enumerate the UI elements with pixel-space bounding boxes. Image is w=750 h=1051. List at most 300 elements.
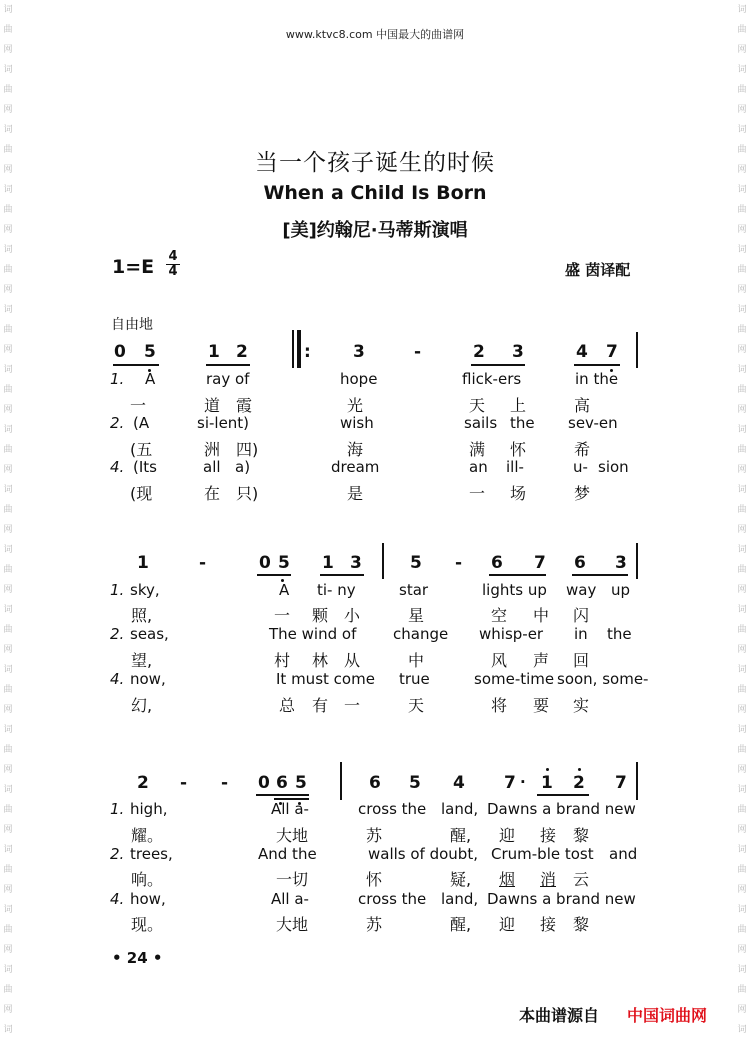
note: 3 xyxy=(512,342,524,362)
lyric: a) xyxy=(235,458,251,476)
watermark-char: 词 xyxy=(737,605,747,615)
lyric-cn: 光 xyxy=(347,396,364,415)
lyric: Dawns a brand new xyxy=(487,890,636,908)
lyric: The wind of xyxy=(269,625,357,643)
watermark-char: 网 xyxy=(737,765,747,775)
lyric: the xyxy=(607,625,632,643)
lyric-cn: 现。 xyxy=(131,915,164,934)
watermark-char: 网 xyxy=(737,165,747,175)
watermark-char: 网 xyxy=(3,165,13,175)
lyric: whisp-er xyxy=(479,625,544,643)
lyric: walls of doubt, xyxy=(368,845,478,863)
lyric-cn: (五 xyxy=(130,440,153,459)
barline xyxy=(636,543,638,579)
watermark-char: 曲 xyxy=(737,625,747,635)
lyric: change xyxy=(393,625,449,643)
watermark-char: 词 xyxy=(737,125,747,135)
note: 3 xyxy=(615,553,627,573)
lyric: sails xyxy=(464,414,498,432)
note: 5 xyxy=(410,553,422,573)
lyric: all xyxy=(203,458,221,476)
lyric-cn: (现 xyxy=(130,484,153,503)
lyric: si-lent) xyxy=(197,414,250,432)
watermark-char: 曲 xyxy=(3,685,13,695)
dash: - xyxy=(221,773,229,793)
watermark-char: 网 xyxy=(737,885,747,895)
watermark-char: 曲 xyxy=(737,25,747,35)
watermark-char: 词 xyxy=(3,425,13,435)
watermark-char: 词 xyxy=(737,5,747,15)
lyric: It must come xyxy=(276,670,375,688)
lyric-cn: 疑, xyxy=(450,870,472,889)
lyric: up xyxy=(611,581,631,599)
lyric-cn: 村 xyxy=(274,651,291,670)
watermark-char: 曲 xyxy=(3,625,13,635)
verse-number: 1. xyxy=(110,800,125,818)
lyric-cn: 接 xyxy=(540,826,557,845)
lyric-cn: 空 xyxy=(491,606,508,625)
watermark-char: 网 xyxy=(737,405,747,415)
lyric: hope xyxy=(340,370,378,388)
lyric-cn: 洲 xyxy=(204,440,221,459)
note: 1 xyxy=(322,553,334,573)
lyric: lights up xyxy=(482,581,547,599)
watermark-char: 词 xyxy=(737,185,747,195)
lyric: ill- xyxy=(506,458,524,476)
lyric-cn: 声 xyxy=(533,651,550,670)
song-title-english: When a Child Is Born xyxy=(263,182,487,204)
lyric: sky, xyxy=(130,581,160,599)
lyric: ti- ny xyxy=(317,581,356,599)
verse-number: 4. xyxy=(110,890,125,908)
lyric: now, xyxy=(130,670,166,688)
note: 6 xyxy=(574,553,586,573)
watermark-char: 曲 xyxy=(3,385,13,395)
watermark-char: 词 xyxy=(3,785,13,795)
beam xyxy=(574,364,620,366)
note: 2 xyxy=(473,342,485,362)
watermark-char: 词 xyxy=(3,665,13,675)
watermark-char: 词 xyxy=(3,545,13,555)
watermark-char: 词 xyxy=(737,545,747,555)
lyric-cn: 迎 xyxy=(499,826,516,845)
watermark-char: 曲 xyxy=(737,805,747,815)
lyric-cn: 望, xyxy=(131,651,153,670)
watermark-char: 网 xyxy=(737,705,747,715)
verse-number: 1. xyxy=(110,370,125,388)
dash: - xyxy=(414,342,422,362)
watermark-char: 网 xyxy=(3,825,13,835)
lyric: wish xyxy=(340,414,374,432)
watermark-char: 网 xyxy=(737,645,747,655)
watermark-char: 曲 xyxy=(3,865,13,875)
lyric-cn: 怀 xyxy=(510,440,527,459)
lyric-cn: 梦 xyxy=(574,484,591,503)
watermark-char: 词 xyxy=(737,725,747,735)
lyric-cn: 一切 xyxy=(276,870,309,889)
lyric: land, xyxy=(441,800,479,818)
watermark-char: 网 xyxy=(737,525,747,535)
lyric: way xyxy=(566,581,597,599)
lyric-cn: 总 xyxy=(279,696,296,715)
lyric: star xyxy=(399,581,429,599)
note: 6 xyxy=(369,773,381,793)
watermark-char: 曲 xyxy=(737,205,747,215)
watermark-char: 网 xyxy=(737,285,747,295)
key-signature: 1=E xyxy=(112,256,155,278)
note: 4 xyxy=(453,773,465,793)
watermark-char: 曲 xyxy=(737,445,747,455)
watermark-char: 词 xyxy=(737,1025,747,1035)
lyric: sion xyxy=(598,458,629,476)
lyric: A xyxy=(279,581,290,599)
lyric: in the xyxy=(575,370,619,388)
watermark-char: 词 xyxy=(737,425,747,435)
lyric-cn: 高 xyxy=(574,396,591,415)
watermark-char: 曲 xyxy=(737,325,747,335)
watermark-char: 词 xyxy=(737,245,747,255)
watermark-char: 网 xyxy=(737,45,747,55)
beam xyxy=(257,574,291,576)
lyric-cn: 希 xyxy=(574,440,591,459)
lyric-cn: 耀。 xyxy=(131,826,164,845)
lyric-cn: 四) xyxy=(236,440,259,459)
note: 0 xyxy=(114,342,126,362)
lyric: All a- xyxy=(271,890,309,908)
note: 1 xyxy=(208,342,220,362)
watermark-char: 网 xyxy=(3,645,13,655)
watermark-char: 曲 xyxy=(3,265,13,275)
note: 5 xyxy=(409,773,421,793)
beam xyxy=(206,364,250,366)
beam xyxy=(256,794,309,796)
note: 5 xyxy=(278,553,290,573)
lyric-cn: 一 xyxy=(274,606,291,625)
lyric-cn: 将 xyxy=(491,696,508,715)
note: 1 xyxy=(541,773,553,793)
watermark-char: 网 xyxy=(737,585,747,595)
watermark-char: 曲 xyxy=(3,985,13,995)
watermark-char: 词 xyxy=(3,965,13,975)
watermark-char: 词 xyxy=(3,125,13,135)
lyric: cross the xyxy=(358,890,427,908)
lyric: trees, xyxy=(130,845,173,863)
watermark-char: 网 xyxy=(3,525,13,535)
beam xyxy=(320,574,364,576)
time-signature xyxy=(166,250,180,279)
watermark-char: 曲 xyxy=(3,925,13,935)
song-title-chinese: 当一个孩子诞生的时候 xyxy=(255,150,495,176)
repeat-barline-thick xyxy=(297,330,301,368)
lyric-cn: 消 xyxy=(540,870,557,889)
lyric-cn: 响。 xyxy=(131,870,164,889)
barline xyxy=(636,332,638,368)
watermark-char: 曲 xyxy=(3,25,13,35)
watermark-char: 词 xyxy=(3,185,13,195)
lyric: u- xyxy=(573,458,588,476)
lyric: A xyxy=(145,370,156,388)
lyric-cn: 苏 xyxy=(366,826,383,845)
beam xyxy=(489,574,546,576)
lyric: how, xyxy=(130,890,166,908)
lyric-cn: 接 xyxy=(540,915,557,934)
watermark-char: 网 xyxy=(3,765,13,775)
lyric-cn: 要 xyxy=(533,696,550,715)
lyric-cn: 只) xyxy=(236,484,259,503)
lyric-cn: 从 xyxy=(344,651,361,670)
watermark-char: 词 xyxy=(3,65,13,75)
watermark-char: 曲 xyxy=(737,145,747,155)
note: 1 xyxy=(137,553,149,573)
watermark-char: 曲 xyxy=(3,565,13,575)
time-signature-top: 4 xyxy=(166,250,180,265)
lyric-cn: 是 xyxy=(347,484,364,503)
lyric-cn: 烟 xyxy=(499,870,516,889)
lyric: soon, some- xyxy=(557,670,649,688)
lyric: in xyxy=(574,625,588,643)
note: 2 xyxy=(573,773,585,793)
lyric: Crum-ble tost xyxy=(491,845,594,863)
lyric-cn: 天 xyxy=(408,696,425,715)
verse-number: 2. xyxy=(110,845,125,863)
watermark-char: 词 xyxy=(737,665,747,675)
lyric-cn: 幻, xyxy=(131,696,153,715)
lyric-cn: 一 xyxy=(469,484,486,503)
watermark-char: 网 xyxy=(3,285,13,295)
lyric: (Its xyxy=(133,458,157,476)
lyric: some-time xyxy=(474,670,555,688)
lyric: land, xyxy=(441,890,479,908)
singer-credit: [美]约翰尼·马蒂斯演唱 xyxy=(282,220,468,241)
watermark-char: 曲 xyxy=(737,745,747,755)
lyric-cn: 星 xyxy=(408,606,425,625)
note: 3 xyxy=(353,342,365,362)
note: 7 xyxy=(615,773,627,793)
lyric: the xyxy=(510,414,535,432)
watermark-char: 词 xyxy=(3,905,13,915)
watermark-char: 网 xyxy=(3,45,13,55)
watermark-char: 网 xyxy=(3,345,13,355)
lyric-cn: 颗 xyxy=(312,606,329,625)
lyric-cn: 醒, xyxy=(450,915,472,934)
tempo-marking: 自由地 xyxy=(111,317,153,333)
note: 6 xyxy=(276,773,288,793)
watermark-char: 网 xyxy=(3,405,13,415)
watermark-char: 曲 xyxy=(3,325,13,335)
barline xyxy=(636,762,638,800)
lyric-cn: 场 xyxy=(510,484,527,503)
dash: - xyxy=(199,553,207,573)
verse-number: 4. xyxy=(110,458,125,476)
lyric-cn: 霞 xyxy=(236,396,253,415)
watermark-char: 词 xyxy=(737,65,747,75)
watermark-char: 曲 xyxy=(3,145,13,155)
watermark-char: 词 xyxy=(737,365,747,375)
watermark-char: 网 xyxy=(737,465,747,475)
barline xyxy=(340,762,342,800)
watermark-char: 词 xyxy=(737,305,747,315)
beam xyxy=(471,364,525,366)
note: 7 xyxy=(504,773,516,793)
watermark-char: 词 xyxy=(3,5,13,15)
lyric: true xyxy=(399,670,430,688)
verse-number: 2. xyxy=(110,625,125,643)
barline xyxy=(382,543,384,579)
watermark-char: 词 xyxy=(3,1025,13,1035)
watermark-char: 网 xyxy=(3,885,13,895)
watermark-char: 曲 xyxy=(737,565,747,575)
high-octave-dot xyxy=(546,768,549,771)
watermark-char: 词 xyxy=(737,905,747,915)
watermark-char: 词 xyxy=(3,725,13,735)
high-octave-dot xyxy=(578,768,581,771)
lyric-cn: 云 xyxy=(573,870,590,889)
watermark-char: 网 xyxy=(737,825,747,835)
lyric-cn: 上 xyxy=(510,396,527,415)
watermark-char: 网 xyxy=(737,105,747,115)
lyric-cn: 苏 xyxy=(366,915,383,934)
verse-number: 2. xyxy=(110,414,125,432)
verse-number: 1. xyxy=(110,581,125,599)
lyric-cn: 天 xyxy=(469,396,486,415)
watermark-char: 曲 xyxy=(737,505,747,515)
watermark-char: 曲 xyxy=(3,85,13,95)
watermark-char: 曲 xyxy=(3,445,13,455)
lyric: flick-ers xyxy=(462,370,522,388)
time-signature-bottom: 4 xyxy=(168,264,178,279)
lyric: and xyxy=(609,845,638,863)
lyric-cn: 黎 xyxy=(573,915,590,934)
page-number: • 24 • xyxy=(112,949,163,967)
source-label: 本曲谱源自 xyxy=(519,1006,600,1025)
beam xyxy=(572,574,628,576)
watermark-char: 网 xyxy=(737,225,747,235)
watermark-char: 词 xyxy=(3,305,13,315)
lyric-cn: 海 xyxy=(347,440,364,459)
lyric-cn: 黎 xyxy=(573,826,590,845)
lyric-cn: 中 xyxy=(408,651,425,670)
watermark-char: 曲 xyxy=(3,505,13,515)
lyric: dream xyxy=(331,458,380,476)
watermark-char: 网 xyxy=(737,345,747,355)
watermark-char: 网 xyxy=(3,705,13,715)
watermark-char: 词 xyxy=(3,245,13,255)
beam xyxy=(113,364,159,366)
lyric-cn: 在 xyxy=(204,484,221,503)
lyric: an xyxy=(469,458,488,476)
watermark-char: 曲 xyxy=(737,85,747,95)
watermark-char: 词 xyxy=(737,845,747,855)
note: 7 xyxy=(534,553,546,573)
lyric: cross the xyxy=(358,800,427,818)
watermark-char: 词 xyxy=(3,605,13,615)
note: 7 xyxy=(606,342,618,362)
lyric-cn: 醒, xyxy=(450,826,472,845)
watermark-char: 网 xyxy=(737,945,747,955)
lyric-cn: 大地 xyxy=(276,826,309,845)
watermark-char: 词 xyxy=(3,365,13,375)
lyric: All a- xyxy=(271,800,309,818)
repeat-barline xyxy=(292,330,294,368)
lyric-cn: 小 xyxy=(344,606,361,625)
lyric-cn: 一 xyxy=(130,396,147,415)
lyric-cn: 回 xyxy=(573,651,590,670)
lyric-cn: 满 xyxy=(469,440,486,459)
watermark-char: 词 xyxy=(737,785,747,795)
note-dot: · xyxy=(520,773,526,791)
note: 4 xyxy=(576,342,588,362)
lyric-cn: 林 xyxy=(312,651,329,670)
lyric: Dawns a brand new xyxy=(487,800,636,818)
note: 5 xyxy=(144,342,156,362)
lyric-cn: 怀 xyxy=(366,870,383,889)
lyric-cn: 闪 xyxy=(573,606,590,625)
lyric: ray of xyxy=(206,370,250,388)
watermark-char: 曲 xyxy=(737,925,747,935)
watermark-char: 曲 xyxy=(737,265,747,275)
watermark-char: 网 xyxy=(3,105,13,115)
note: 2 xyxy=(137,773,149,793)
lyric-cn: 有 xyxy=(312,696,329,715)
watermark-char: 网 xyxy=(3,585,13,595)
watermark-char: 曲 xyxy=(737,985,747,995)
note: 3 xyxy=(350,553,362,573)
lyric: sev-en xyxy=(568,414,618,432)
lyric-cn: 风 xyxy=(491,651,508,670)
watermark-char: 曲 xyxy=(737,685,747,695)
arranger-credit: 盛 茵译配 xyxy=(565,261,631,279)
lyric: (A xyxy=(133,414,150,432)
source-site-link[interactable]: 中国词曲网 xyxy=(627,1006,708,1025)
watermark-char: 网 xyxy=(3,1005,13,1015)
watermark-char: 词 xyxy=(737,485,747,495)
watermark-char: 曲 xyxy=(737,865,747,875)
lyric: And the xyxy=(258,845,317,863)
note: 6 xyxy=(491,553,503,573)
watermark-char: 词 xyxy=(737,965,747,975)
lyric: high, xyxy=(130,800,168,818)
lyric: seas, xyxy=(130,625,169,643)
lyric-cn: 道 xyxy=(204,396,221,415)
repeat-dots: : xyxy=(304,342,311,362)
lyric-cn: 迎 xyxy=(499,915,516,934)
watermark-char: 词 xyxy=(3,845,13,855)
watermark-char: 曲 xyxy=(3,205,13,215)
watermark-char: 曲 xyxy=(737,385,747,395)
note: 5 xyxy=(295,773,307,793)
lyric-cn: 一 xyxy=(344,696,361,715)
note: 0 xyxy=(259,553,271,573)
lyric-cn: 实 xyxy=(573,696,590,715)
watermark-char: 曲 xyxy=(3,805,13,815)
note: 2 xyxy=(236,342,248,362)
beam xyxy=(537,794,589,796)
lyric-cn: 大地 xyxy=(276,915,309,934)
site-url: www.ktvc8.com 中国最大的曲谱网 xyxy=(285,28,465,41)
note: 0 xyxy=(258,773,270,793)
watermark-char: 网 xyxy=(3,945,13,955)
watermark-char: 网 xyxy=(3,465,13,475)
watermark-char: 网 xyxy=(3,225,13,235)
lyric-cn: 中 xyxy=(533,606,550,625)
watermark-char: 曲 xyxy=(3,745,13,755)
verse-number: 4. xyxy=(110,670,125,688)
watermark-char: 词 xyxy=(3,485,13,495)
dash: - xyxy=(455,553,463,573)
watermark-char: 网 xyxy=(737,1005,747,1015)
lyric-cn: 照, xyxy=(131,606,153,625)
dash: - xyxy=(180,773,188,793)
